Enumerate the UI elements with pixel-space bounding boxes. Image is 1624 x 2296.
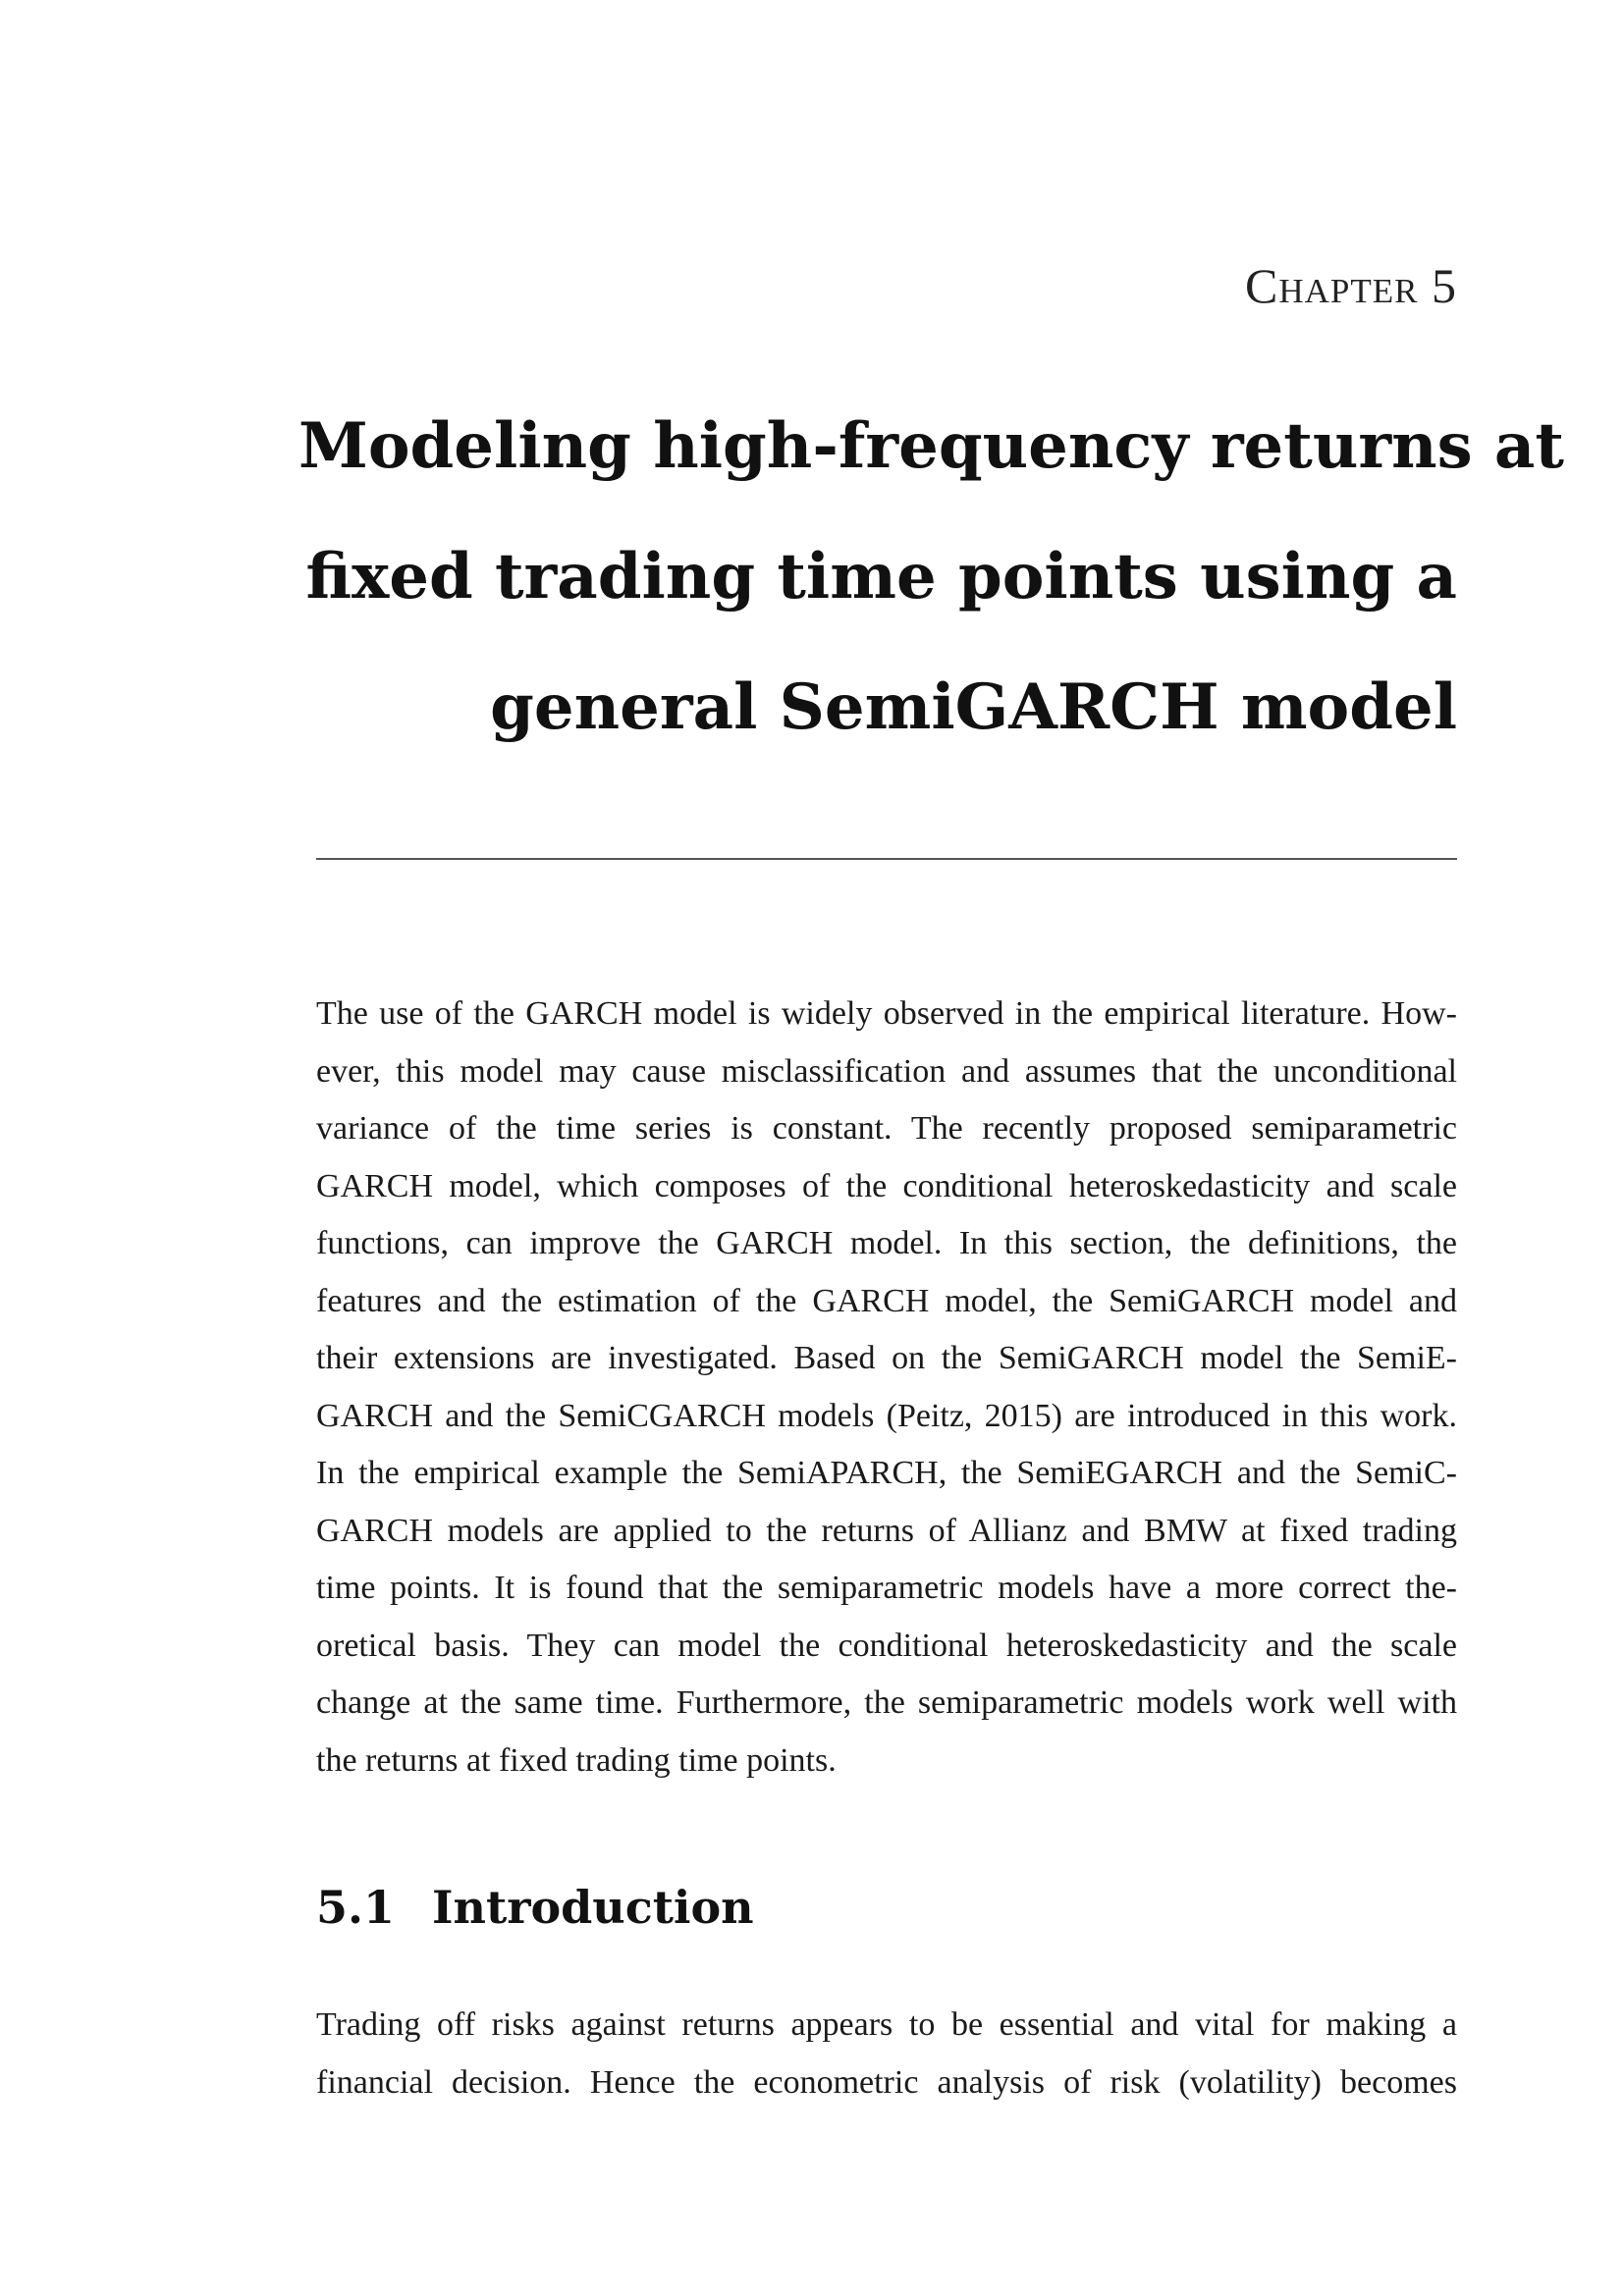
abstract-line: variance of the time series is constant. The recently proposed semiparametric <box>316 1110 1457 1147</box>
abstract-line: ever, this model may cause misclassification and assumes that the unconditional <box>316 1052 1457 1090</box>
chapter-title <box>298 381 1564 773</box>
abstract-line: features and the estimation of the GARCH model, the SemiGARCH model and <box>316 1282 1457 1319</box>
abstract-line: their extensions are investigated. Based on the SemiGARCH model the SemiE- <box>316 1340 1457 1376</box>
intro-paragraph <box>316 1997 1457 2111</box>
chapter-title-line: general SemiGARCH model <box>490 670 1457 744</box>
abstract-line: functions, can improve the GARCH model. In this section, the definitions, the <box>316 1225 1457 1261</box>
abstract-line: the returns at fixed trading time points. <box>316 1741 837 1779</box>
intro-line: financial decision. Hence the econometric analysis of risk (volatility) becomes <box>316 2063 1457 2101</box>
abstract-line: GARCH and the SemiCGARCH models (Peitz, 2015) are introduced in this work. <box>316 1397 1457 1434</box>
abstract-line: GARCH models are applied to the returns of Allianz and BMW at fixed trading <box>316 1512 1457 1549</box>
abstract-line: The use of the GARCH model is widely observed in the empirical literature. How- <box>316 995 1457 1032</box>
abstract-line: oretical basis. They can model the conditional heteroskedasticity and the scale <box>316 1627 1457 1664</box>
chapter-label: Chapter 5 <box>1245 258 1457 313</box>
chapter-abstract <box>316 986 1457 1789</box>
abstract-line: change at the same time. Furthermore, the semiparametric models work well with <box>316 1684 1457 1721</box>
section-title: Introduction <box>432 1881 754 1934</box>
abstract-line: GARCH model, which composes of the conditional heteroskedasticity and scale <box>316 1167 1457 1204</box>
intro-line: Trading off risks against returns appears to be essential and vital for making a <box>316 2006 1457 2043</box>
section-number: 5.1 <box>316 1881 396 1934</box>
horizontal-rule <box>316 858 1457 860</box>
chapter-title-line: Modeling high-frequency returns at <box>298 409 1564 483</box>
abstract-line: In the empirical example the SemiAPARCH, the SemiEGARCH and the SemiC- <box>316 1455 1457 1491</box>
abstract-line: time points. It is found that the semiparametric models have a more correct the- <box>316 1570 1457 1606</box>
chapter-title-line: fixed trading time points using a <box>305 540 1457 614</box>
section-heading <box>316 1881 754 1934</box>
